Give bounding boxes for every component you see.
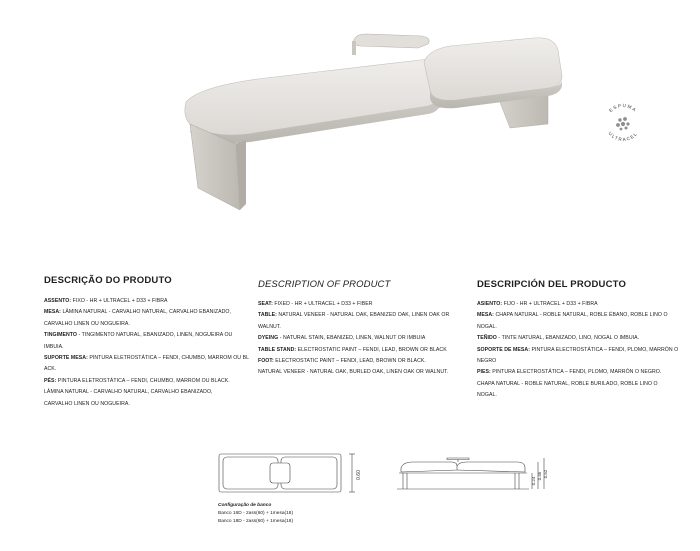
spec-label: SUPORTE MESA: (44, 355, 88, 362)
spec-line (258, 367, 458, 378)
total-height-label: 0.52 (543, 469, 548, 479)
spec-line (258, 322, 458, 333)
spec-line (44, 376, 254, 387)
spec-label: TEÑIDO (477, 335, 497, 342)
bench-side-view-drawing (393, 446, 553, 496)
spec-line (258, 345, 458, 356)
spec-label: FOOT: (258, 358, 274, 365)
bench-top-view-drawing (214, 448, 364, 498)
spec-text: - NATURAL STAIN, EBANIZED, LINEN, WALNUT OR IMBUIA (278, 335, 426, 342)
en-spec-list (258, 299, 458, 379)
spec-line (44, 296, 254, 307)
spec-text: CHAPA NATURAL - ROBLE NATURAL, ROBLE ÉBANO, ROBLE LINO O (493, 312, 668, 319)
spec-text: IMBUIA. (44, 343, 64, 350)
spec-label: ASIENTO: (477, 301, 503, 307)
configuration-heading: Configuração de banco (218, 503, 272, 508)
spec-line (477, 367, 687, 378)
spec-line (44, 399, 254, 410)
es-section-title: DESCRIPCIÓN DEL PRODUCTO (477, 279, 627, 290)
spec-label: SEAT: (258, 301, 273, 307)
spec-line (44, 330, 254, 341)
spec-text: FIXO - HR + ULTRACEL + D33 + FIBRA (71, 298, 168, 304)
spec-text: NOGAL. (477, 392, 497, 399)
spec-line (44, 364, 254, 375)
spec-label: ASSENTO: (44, 298, 72, 304)
spec-text: LÂMINA NATURAL - CARVALHO NATURAL, CARVALHO EBANIZADO, (60, 309, 231, 316)
spec-line (477, 333, 687, 344)
spec-text: PINTURA ELECTROSTÁTICA – FENDI, PLOMO, MARRÓN O (529, 346, 679, 353)
spec-line (258, 299, 458, 310)
spec-text: NEGRO (477, 358, 497, 365)
spec-label: MESA: (44, 309, 61, 316)
spec-line (477, 345, 687, 356)
spec-text: CARVALHO LINEN OU NOGUEIRA. (44, 320, 130, 327)
spec-label: SOPORTE DE MESA: (477, 346, 530, 353)
spec-line (44, 342, 254, 353)
spec-label: PÉS: (44, 377, 57, 384)
spec-line (477, 379, 687, 390)
spec-label: TINGIMENTO (44, 332, 77, 339)
spec-label: TABLE STAND: (258, 346, 297, 353)
spec-text: PINTURA ELETROSTÁTICA – FENDI, CHUMBO, MARROM OU BL (87, 355, 250, 362)
spec-line (477, 322, 687, 333)
spec-line (44, 319, 254, 330)
spec-text: FIXED - HR + ULTRACEL + D33 + FIBER (272, 301, 373, 307)
spec-text: CHAPA NATURAL - ROBLE NATURAL, ROBLE BURILADO, ROBLE LINO O (477, 380, 658, 387)
spec-line (477, 299, 687, 310)
spec-line (258, 310, 458, 321)
svg-text:ULTRACEL: ULTRACEL (607, 130, 639, 143)
spec-text: ELECTROSTATIC PAINT – FENDI, LEAD, BROWN OR BLACK (296, 346, 447, 353)
spec-label: PIES: (477, 369, 491, 376)
spec-text: ACK. (44, 366, 57, 373)
spec-label: TABLE: (258, 312, 277, 319)
spec-text: - TINGIMENTO NATURAL, EBANIZADO, LINEN, NOGUEIRA OU (76, 332, 233, 339)
spec-label: MESA: (477, 312, 494, 319)
spec-text: PINTURA ELECTROSTÁTICA – FENDI, PLOMO, MARRÓN O NEGRO. (490, 369, 662, 376)
spec-line (477, 390, 687, 401)
spec-text: CARVALHO LINEN OU NOGUEIRA. (44, 400, 130, 407)
spec-line (477, 310, 687, 321)
spec-text: LÂMINA NATURAL - CARVALHO NATURAL, CARVALHO EBANIZADO, (44, 389, 213, 396)
spec-text: - TINTE NATURAL, EBANIZADO, LINO, NOGAL O IMBUIA. (496, 335, 640, 342)
spec-line (44, 387, 254, 398)
pt-spec-list (44, 296, 254, 410)
spec-text: FIJO - HR + ULTRACEL + D33 + FIBRA (502, 301, 598, 307)
spec-text: NOGAL. (477, 323, 497, 330)
spec-line (44, 307, 254, 318)
spec-text: WALNUT. (258, 323, 281, 330)
svg-text:ESPUMA: ESPUMA (608, 102, 638, 114)
configuration-line-2: Banco 18D - 2ass(60) + 1mesa(18) (218, 519, 294, 524)
espuma-ultracel-badge (600, 100, 646, 146)
bench-product-image (170, 28, 570, 218)
spec-text: NATURAL VENEER - NATURAL OAK, BURLED OAK, LINEN OAK OR WALNUT. (258, 369, 449, 376)
spec-text: NATURAL VENEER - NATURAL OAK, EBANIZED OAK, LINEN OAK OR (276, 312, 450, 319)
bench-configuration-note (218, 502, 293, 526)
spec-text: PINTURA ELETROSTÁTICA – FENDI, CHUMBO, MARROM OU BLACK. (56, 377, 230, 384)
depth-dimension-label: 0.60 (356, 470, 362, 480)
spec-line (477, 356, 687, 367)
configuration-line-1: Banco 16D - 2ass(60) + 1mesa(18) (218, 511, 294, 516)
spec-text: ELECTROSTATIC PAINT – FENDI, LEAD, BROWN OR BLACK. (273, 358, 426, 365)
spec-line (258, 333, 458, 344)
pt-section-title: DESCRIÇÃO DO PRODUTO (44, 275, 172, 286)
es-spec-list (477, 299, 687, 402)
spec-line (44, 353, 254, 364)
spec-line (258, 356, 458, 367)
seat-height-label: 0.24 (531, 476, 536, 486)
en-section-title: DESCRIPTION OF PRODUCT (258, 279, 391, 290)
cushion-height-label: 0.46 (537, 471, 542, 481)
spec-label: DYEING (258, 335, 279, 342)
